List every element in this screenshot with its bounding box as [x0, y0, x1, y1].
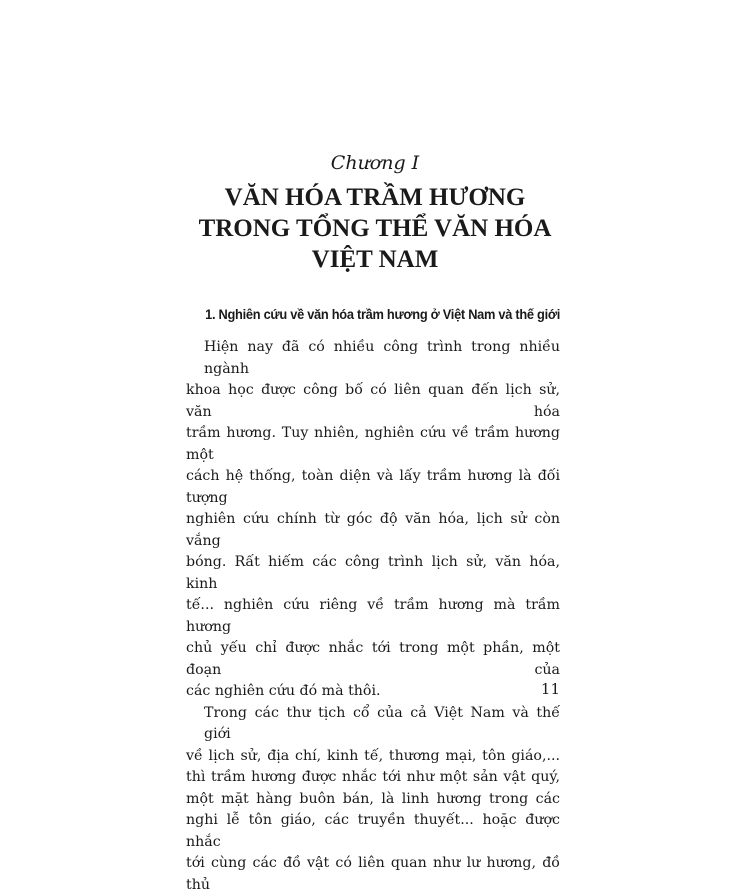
text-line: bóng. Rất hiếm các công trình lịch sử, văn hóa, kinh [186, 552, 560, 595]
text-line: thì trầm hương được nhắc tới như một sản vật quý, [186, 767, 560, 789]
section-heading: 1. Nghiên cứu về văn hóa trầm hương ở Việt Nam và thế giới [205, 307, 560, 322]
chapter-title [0, 182, 750, 275]
body-text [186, 337, 560, 896]
title-line: TRONG TỔNG THỂ VĂN HÓA [0, 213, 750, 244]
text-line: cách hệ thống, toàn diện và lấy trầm hương là đối tượng [186, 466, 560, 509]
text-line: trầm hương. Tuy nhiên, nghiên cứu về trầm hương một [186, 423, 560, 466]
title-line: VIỆT NAM [0, 244, 750, 275]
text-line: tới cùng các đồ vật có liên quan như lư hương, đồ thủ [186, 853, 560, 896]
paragraph [186, 337, 560, 703]
text-line: tế... nghiên cứu riêng về trầm hương mà trầm hương [186, 595, 560, 638]
text-line: nghiên cứu chính từ góc độ văn hóa, lịch sử còn vắng [186, 509, 560, 552]
page-number: 11 [541, 680, 560, 698]
text-line: nghi lễ tôn giáo, các truyền thuyết... hoặc được nhắc [186, 810, 560, 853]
text-line: Hiện nay đã có nhiều công trình trong nhiều ngành [186, 337, 560, 380]
text-line: về lịch sử, địa chí, kinh tế, thương mại, tôn giáo,... [186, 746, 560, 768]
text-line: chủ yếu chỉ được nhắc tới trong một phần, một đoạn của [186, 638, 560, 681]
text-line: Trong các thư tịch cổ của cả Việt Nam và thế giới [186, 703, 560, 746]
text-line: một mặt hàng buôn bán, là linh hương trong các [186, 789, 560, 811]
text-line: khoa học được công bố có liên quan đến lịch sử, văn hóa [186, 380, 560, 423]
title-line: VĂN HÓA TRẦM HƯƠNG [0, 182, 750, 213]
chapter-label: Chương I [0, 152, 750, 174]
paragraph [186, 703, 560, 896]
text-line: các nghiên cứu đó mà thôi. [186, 681, 560, 703]
